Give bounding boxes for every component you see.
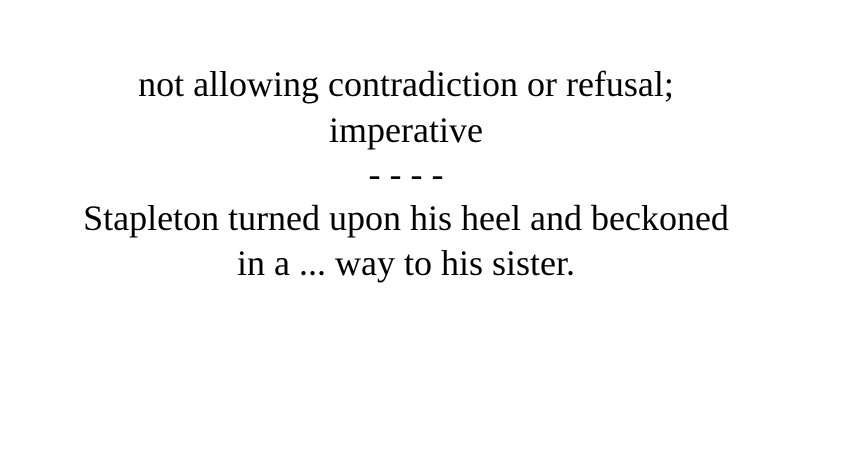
example-sentence-line-1: Stapleton turned upon his heel and beckoned bbox=[83, 198, 729, 238]
example-sentence-line-2: in a ... way to his sister. bbox=[237, 243, 575, 283]
definition-text-line-2: imperative bbox=[329, 110, 483, 150]
separator: - - - - bbox=[368, 154, 444, 194]
definition-text-line-1: not allowing contradiction or refusal; bbox=[138, 64, 674, 104]
